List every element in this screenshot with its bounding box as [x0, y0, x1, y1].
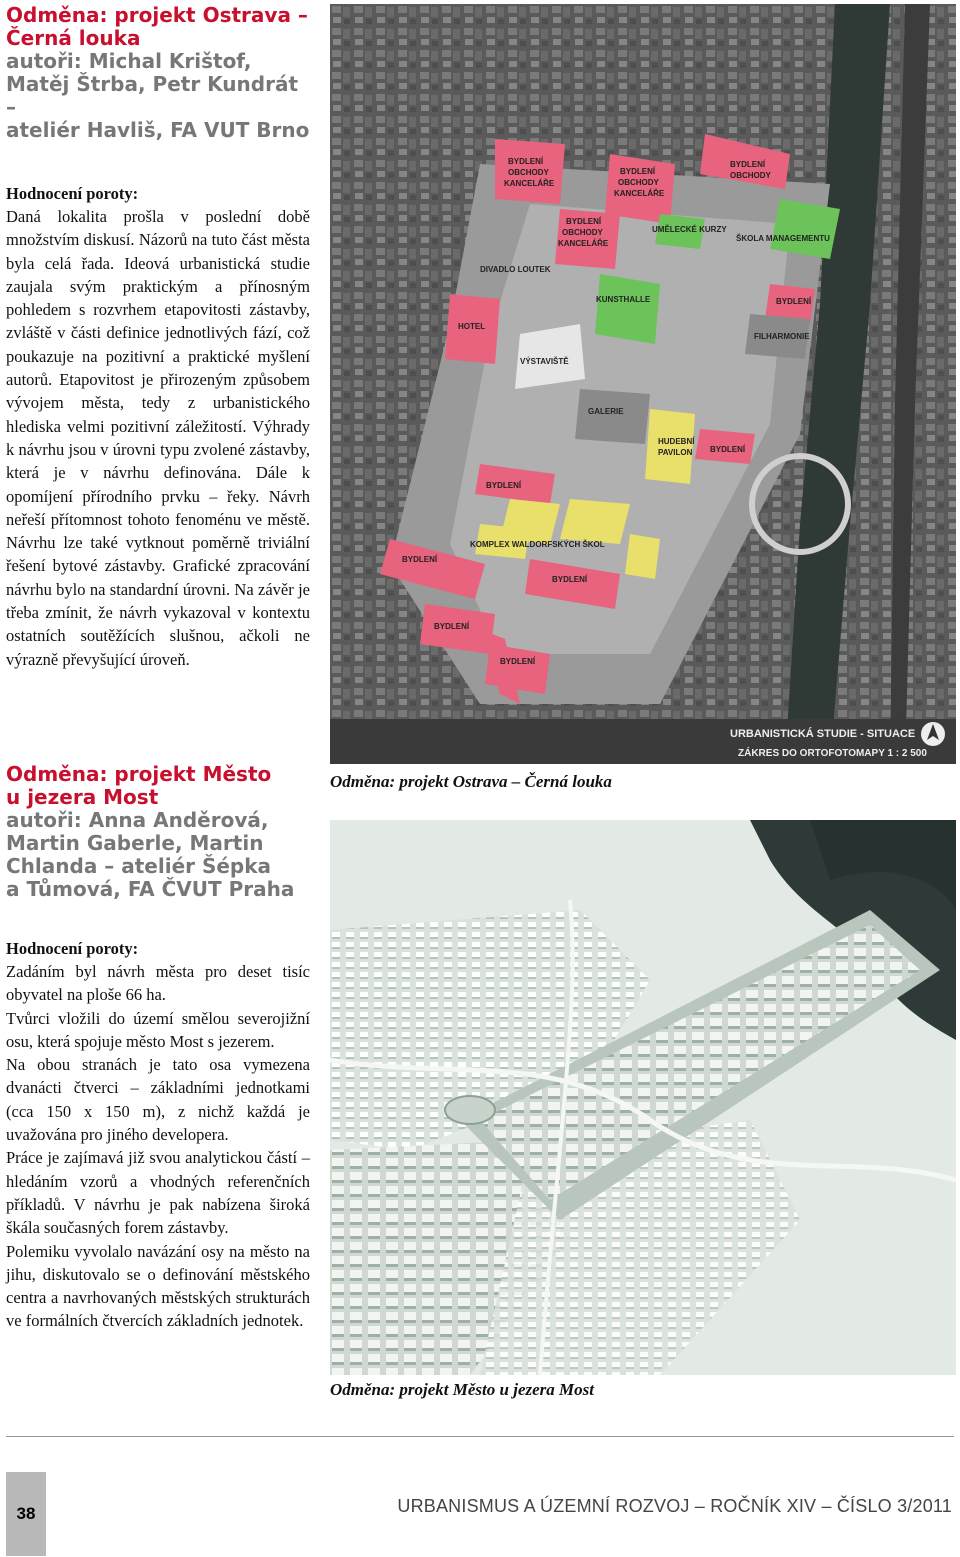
city-model-image — [330, 820, 956, 1375]
label-obchody-2: OBCHODY — [618, 178, 659, 187]
label-kancelare-2: KANCELÁŘE — [614, 189, 665, 198]
article2-paragraph-4: Práce je zajímavá již svou analytickou částí – hledáním vzorů a vhodných referenčních příkladů. V návrhu je pak nabízena široká škála současných forem zástavby. — [6, 1148, 310, 1238]
label-bydleni-7: BYDLENÍ — [486, 481, 522, 490]
label-kancelare-4: KANCELÁŘE — [558, 239, 609, 248]
article2-title: Odměna: projekt Město u jezera Most — [6, 762, 272, 809]
footer-rule — [6, 1436, 954, 1437]
label-filharmonie: FILHARMONIE — [754, 332, 810, 341]
article2-paragraph-2: Tvůrci vložili do území smělou severojižní osu, která spojuje město Most s jezerem. — [6, 1008, 310, 1051]
article2-jury-label: Hodnocení poroty: — [6, 939, 139, 958]
label-galerie: GALERIE — [588, 407, 624, 416]
figure-most-model — [330, 820, 956, 1375]
label-bydleni-1: BYDLENÍ — [508, 157, 544, 166]
label-vystaviste: VÝSTAVIŠTĚ — [520, 357, 569, 366]
label-kancelare-1: KANCELÁŘE — [504, 179, 555, 188]
figure2-caption: Odměna: projekt Město u jezera Most — [330, 1380, 594, 1399]
label-obchody-4: OBCHODY — [562, 228, 603, 237]
label-bydleni-8: BYDLENÍ — [402, 555, 438, 564]
label-obchody-1: OBCHODY — [508, 168, 549, 177]
label-umelecke-kurzy: UMĚLECKÉ KURZY — [652, 225, 727, 234]
label-bydleni-4: BYDLENÍ — [566, 217, 602, 226]
article1-title: Odměna: projekt Ostrava – Černá louka — [6, 3, 308, 50]
article1-jury-label: Hodnocení poroty: — [6, 184, 139, 203]
label-bydleni-11: BYDLENÍ — [500, 657, 536, 666]
label-bydleni-10: BYDLENÍ — [434, 622, 470, 631]
label-obchody-3: OBCHODY — [730, 171, 771, 180]
label-bydleni-3: BYDLENÍ — [730, 160, 766, 169]
label-bydleni-9: BYDLENÍ — [552, 575, 588, 584]
plan-title: URBANISTICKÁ STUDIE - SITUACE — [730, 728, 916, 740]
label-kunsthalle: KUNSTHALLE — [596, 295, 651, 304]
label-hotel: HOTEL — [458, 322, 486, 331]
site-plan-map — [330, 4, 956, 764]
north-arrow-icon — [921, 722, 945, 746]
figure-ostrava-site-plan — [330, 4, 956, 764]
label-skola-managementu: ŠKOLA MANAGEMENTU — [736, 234, 830, 243]
page-number: 38 — [6, 1472, 46, 1556]
figure1-caption: Odměna: projekt Ostrava – Černá louka — [330, 772, 612, 791]
article2-paragraph-3: Na obou stranách je tato osa vymezena dvanácti čtverci – základními jednotkami (cca 150 x 150 m), z nichž každá je uvažována pro jiného developera. — [6, 1055, 310, 1145]
article-most — [6, 763, 310, 1333]
label-komplex-waldorfskych-skol: KOMPLEX WALDORFSKÝCH ŠKOL — [470, 540, 605, 549]
article1-paragraph: Daná lokalita prošla v poslední době množstvím diskusí. Názorů na tuto část města byla celá řada. Ideová urbanistická studie zaujala svým praktickým a přínosným pohledem s rozvrhem etapovitosti zástavby, zvláště v části definice jednotlivých fází, což poukazuje na pozitivní a praktické myšlení autorů. Etapovitost je přirozeným způsobem vývojem města, tedy z urbanistického hlediska velmi pozitivní záležitostí. Výhrady k návrhu jsou v úrovni typu zvolené zástavby, která je v návrhu definována. Dále k opomíjení přírodního prvku – řeky. Návrh neřeší přítomnost tohoto fenoménu ve městě. Návrhu lze také vytknout poměrně triviální řešení bytové zástavby. Grafické zpracování návrhu bylo na standardní úrovni. Na závěr je třeba zmínit, že návrh vykazoval v kontextu ostatních soutěžících slušnou, ačkoli ne výrazně převyšující úroveň. — [6, 207, 310, 669]
label-hudebni: HUDEBNÍ — [658, 437, 695, 446]
label-pavilon: PAVILON — [658, 448, 693, 457]
article1-authors: autoři: Michal Krištof, Matěj Štrba, Petr Kundrát – ateliér Havliš, FA VUT Brno — [6, 49, 310, 142]
article-ostrava — [6, 4, 310, 671]
label-bydleni-5: BYDLENÍ — [776, 297, 812, 306]
article2-paragraph-1: Zadáním byl návrh města pro deset tisíc obyvatel na ploše 66 ha. — [6, 962, 310, 1005]
article2-body — [6, 960, 310, 1333]
article1-body — [6, 205, 310, 671]
label-bydleni-2: BYDLENÍ — [620, 167, 656, 176]
journal-footer: URBANISMUS A ÚZEMNÍ ROZVOJ – ROČNÍK XIV – ČÍSLO 3/2011 — [397, 1496, 952, 1516]
article2-authors: autoři: Anna Anděrová, Martin Gaberle, Martin Chlanda – ateliér Šépka a Tůmová, FA ČVUT Praha — [6, 808, 295, 901]
article2-paragraph-5: Polemiku vyvolalo navázání osy na město na jihu, diskutovalo se o definování městského centra a navrhovaných městských strukturách ve formálních čtvercích základních jednotek. — [6, 1241, 310, 1331]
plan-subtitle: ZÁKRES DO ORTOFOTOMAPY 1 : 2 500 — [738, 748, 927, 759]
label-divadlo-loutek: DIVADLO LOUTEK — [480, 265, 551, 274]
label-bydleni-6: BYDLENÍ — [710, 445, 746, 454]
